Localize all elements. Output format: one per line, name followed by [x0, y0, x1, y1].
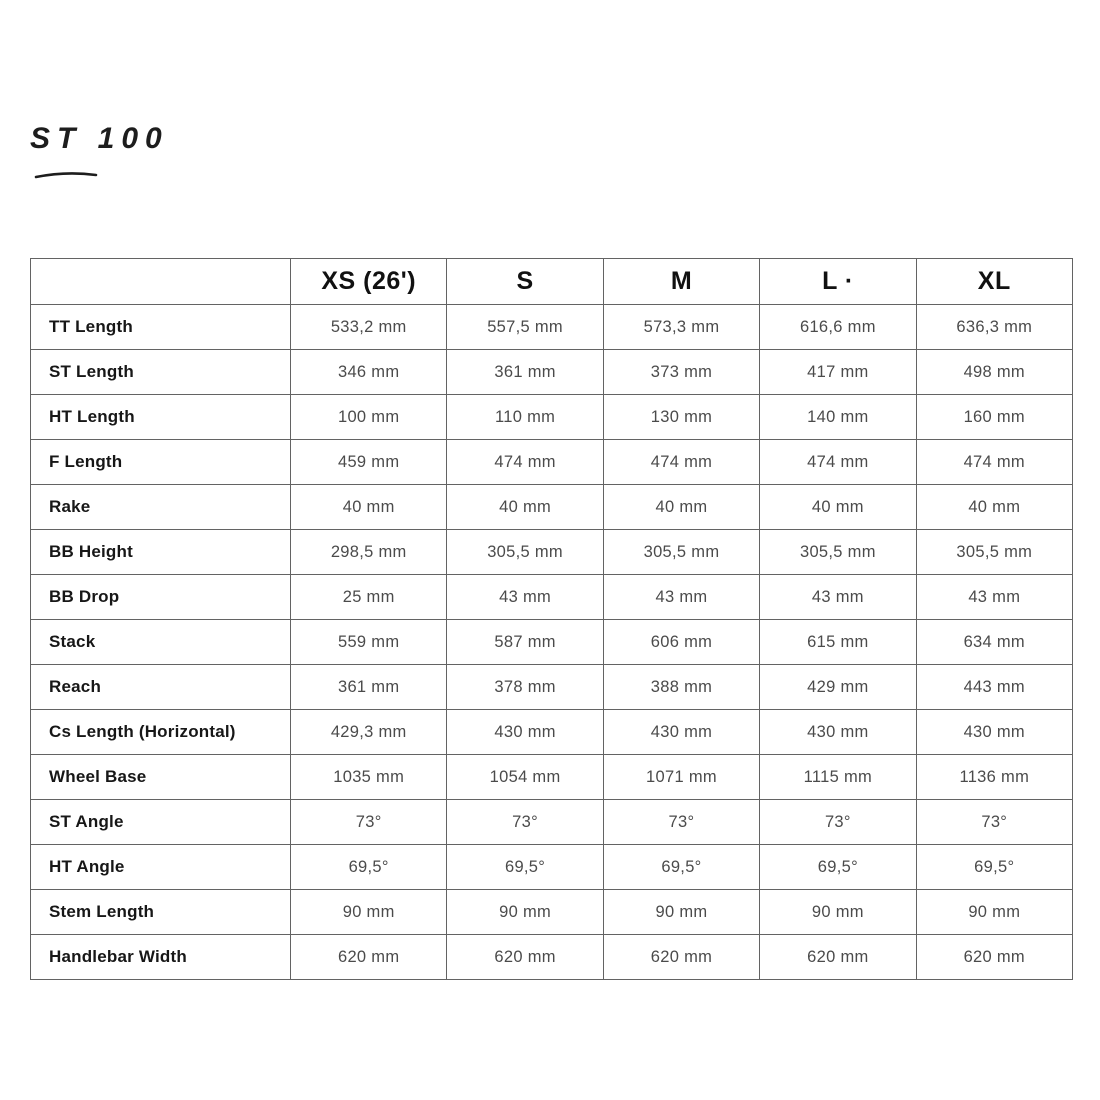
row-label: ST Angle	[31, 800, 291, 845]
table-row	[31, 755, 1073, 800]
row-label: HT Length	[31, 395, 291, 440]
cell-value-s: 620 mm	[447, 935, 603, 980]
table-row	[31, 890, 1073, 935]
cell-value-l: 73°	[760, 800, 916, 845]
cell-value-xs: 100 mm	[291, 395, 447, 440]
header-cell-blank	[31, 259, 291, 305]
cell-value-xl: 1136 mm	[916, 755, 1072, 800]
spec-table-header	[31, 259, 1073, 305]
cell-value-xs: 361 mm	[291, 665, 447, 710]
table-row	[31, 845, 1073, 890]
cell-value-l: 429 mm	[760, 665, 916, 710]
row-label: Rake	[31, 485, 291, 530]
header-row	[31, 259, 1073, 305]
cell-value-xs: 69,5°	[291, 845, 447, 890]
cell-value-s: 40 mm	[447, 485, 603, 530]
cell-value-s: 474 mm	[447, 440, 603, 485]
row-label: Stack	[31, 620, 291, 665]
header-cell-size-l: L ·	[760, 259, 916, 305]
cell-value-xs: 1035 mm	[291, 755, 447, 800]
table-row	[31, 800, 1073, 845]
row-label: BB Height	[31, 530, 291, 575]
cell-value-s: 430 mm	[447, 710, 603, 755]
header-cell-size-m: M	[603, 259, 759, 305]
row-label: TT Length	[31, 305, 291, 350]
table-row	[31, 620, 1073, 665]
cell-value-l: 474 mm	[760, 440, 916, 485]
cell-value-s: 361 mm	[447, 350, 603, 395]
table-row	[31, 935, 1073, 980]
header-cell-size-s: S	[447, 259, 603, 305]
geometry-spec-table	[30, 258, 1073, 980]
row-label: Cs Length (Horizontal)	[31, 710, 291, 755]
table-row	[31, 395, 1073, 440]
row-label: HT Angle	[31, 845, 291, 890]
row-label: Handlebar Width	[31, 935, 291, 980]
cell-value-s: 90 mm	[447, 890, 603, 935]
cell-value-s: 73°	[447, 800, 603, 845]
row-label: F Length	[31, 440, 291, 485]
cell-value-m: 606 mm	[603, 620, 759, 665]
cell-value-l: 140 mm	[760, 395, 916, 440]
cell-value-m: 430 mm	[603, 710, 759, 755]
cell-value-l: 1115 mm	[760, 755, 916, 800]
table-row	[31, 575, 1073, 620]
cell-value-xs: 298,5 mm	[291, 530, 447, 575]
cell-value-xl: 69,5°	[916, 845, 1072, 890]
cell-value-xl: 430 mm	[916, 710, 1072, 755]
cell-value-s: 69,5°	[447, 845, 603, 890]
cell-value-s: 557,5 mm	[447, 305, 603, 350]
cell-value-xl: 443 mm	[916, 665, 1072, 710]
cell-value-m: 1071 mm	[603, 755, 759, 800]
cell-value-xs: 559 mm	[291, 620, 447, 665]
cell-value-s: 1054 mm	[447, 755, 603, 800]
header-cell-size-xs: XS (26')	[291, 259, 447, 305]
cell-value-xl: 160 mm	[916, 395, 1072, 440]
table-row	[31, 305, 1073, 350]
cell-value-xl: 90 mm	[916, 890, 1072, 935]
cell-value-m: 73°	[603, 800, 759, 845]
row-label: Reach	[31, 665, 291, 710]
cell-value-m: 90 mm	[603, 890, 759, 935]
cell-value-l: 430 mm	[760, 710, 916, 755]
cell-value-xl: 620 mm	[916, 935, 1072, 980]
cell-value-xs: 73°	[291, 800, 447, 845]
row-label: Stem Length	[31, 890, 291, 935]
table-row	[31, 350, 1073, 395]
cell-value-xl: 40 mm	[916, 485, 1072, 530]
cell-value-l: 616,6 mm	[760, 305, 916, 350]
cell-value-s: 43 mm	[447, 575, 603, 620]
cell-value-xl: 73°	[916, 800, 1072, 845]
row-label: BB Drop	[31, 575, 291, 620]
cell-value-m: 620 mm	[603, 935, 759, 980]
cell-value-s: 378 mm	[447, 665, 603, 710]
cell-value-xs: 620 mm	[291, 935, 447, 980]
row-label: Wheel Base	[31, 755, 291, 800]
title-block	[30, 122, 169, 180]
cell-value-m: 40 mm	[603, 485, 759, 530]
cell-value-l: 90 mm	[760, 890, 916, 935]
cell-value-s: 110 mm	[447, 395, 603, 440]
cell-value-xl: 498 mm	[916, 350, 1072, 395]
table-row	[31, 710, 1073, 755]
cell-value-s: 305,5 mm	[447, 530, 603, 575]
table-row	[31, 530, 1073, 575]
cell-value-l: 40 mm	[760, 485, 916, 530]
spec-table-body	[31, 305, 1073, 980]
header-cell-size-xl: XL	[916, 259, 1072, 305]
cell-value-xl: 474 mm	[916, 440, 1072, 485]
cell-value-m: 573,3 mm	[603, 305, 759, 350]
cell-value-xs: 459 mm	[291, 440, 447, 485]
cell-value-l: 615 mm	[760, 620, 916, 665]
cell-value-l: 305,5 mm	[760, 530, 916, 575]
table-row	[31, 440, 1073, 485]
cell-value-xs: 533,2 mm	[291, 305, 447, 350]
cell-value-l: 417 mm	[760, 350, 916, 395]
cell-value-l: 620 mm	[760, 935, 916, 980]
cell-value-xl: 305,5 mm	[916, 530, 1072, 575]
cell-value-xl: 43 mm	[916, 575, 1072, 620]
cell-value-l: 43 mm	[760, 575, 916, 620]
cell-value-xs: 90 mm	[291, 890, 447, 935]
cell-value-m: 373 mm	[603, 350, 759, 395]
page-title: ST 100	[30, 122, 169, 155]
table-row	[31, 485, 1073, 530]
row-label: ST Length	[31, 350, 291, 395]
cell-value-m: 43 mm	[603, 575, 759, 620]
cell-value-s: 587 mm	[447, 620, 603, 665]
cell-value-xl: 634 mm	[916, 620, 1072, 665]
cell-value-m: 388 mm	[603, 665, 759, 710]
cell-value-m: 474 mm	[603, 440, 759, 485]
cell-value-m: 69,5°	[603, 845, 759, 890]
cell-value-xs: 25 mm	[291, 575, 447, 620]
cell-value-xs: 40 mm	[291, 485, 447, 530]
cell-value-l: 69,5°	[760, 845, 916, 890]
cell-value-m: 130 mm	[603, 395, 759, 440]
cell-value-xs: 346 mm	[291, 350, 447, 395]
title-underline-stroke	[34, 170, 98, 180]
cell-value-xs: 429,3 mm	[291, 710, 447, 755]
cell-value-xl: 636,3 mm	[916, 305, 1072, 350]
cell-value-m: 305,5 mm	[603, 530, 759, 575]
table-row	[31, 665, 1073, 710]
